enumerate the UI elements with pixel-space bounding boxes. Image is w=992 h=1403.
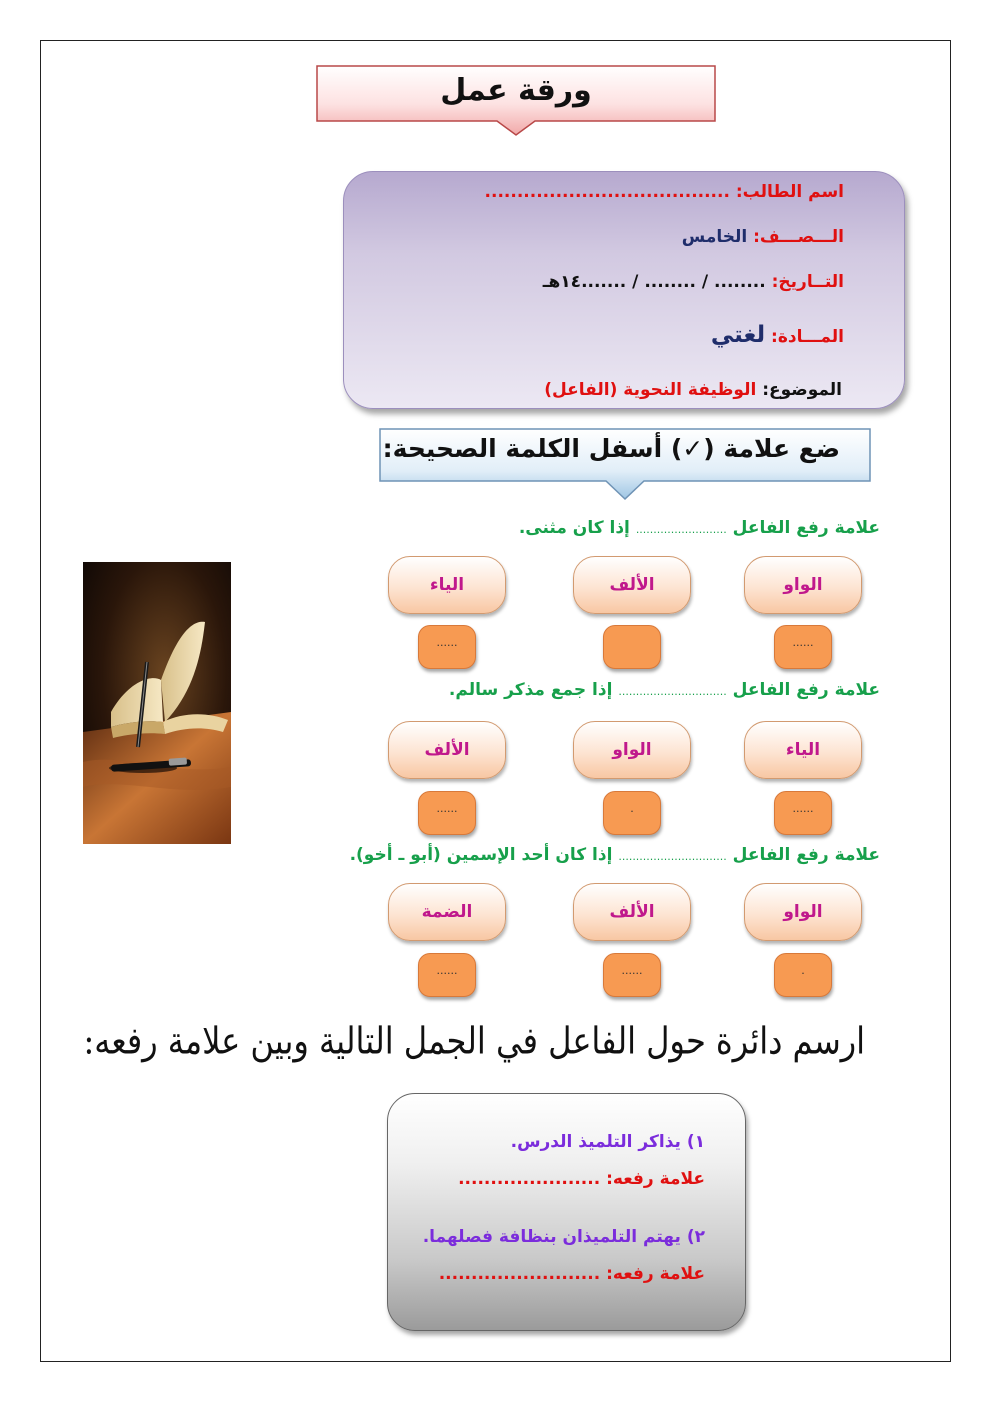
q1-checkbox-1[interactable]: ...... (774, 625, 832, 669)
q3-option-1[interactable]: الواو (744, 883, 862, 941)
student-name-row (485, 182, 844, 202)
instruction-text: ضع علامة (✓) أسفل الكلمة الصحيحة: (382, 434, 840, 463)
student-info-box (343, 171, 905, 409)
sentence-2-answer-blank[interactable]: ......................... (438, 1264, 601, 1284)
subject-row (711, 322, 844, 348)
question-3-suffix: إذا كان أحد الإسمين (أبو ـ أخو). (349, 845, 613, 865)
date-label: التــاريخ: (771, 272, 844, 292)
question-1 (519, 518, 880, 538)
q3-checkbox-3[interactable]: ...... (418, 953, 476, 997)
question-2-suffix: إذا جمع مذكر سالم. (448, 680, 613, 700)
q2-option-1[interactable]: الياء (744, 721, 862, 779)
topic-label: الموضوع: (762, 380, 842, 400)
q1-checkbox-2[interactable] (603, 625, 661, 669)
class-row (682, 227, 844, 247)
topic-row (544, 380, 842, 400)
sentence-2-answer-label: علامة رفعه: (606, 1264, 705, 1284)
q3-option-2[interactable]: الألف (573, 883, 691, 941)
sentence-2-answer-row (439, 1264, 705, 1284)
page-title: ورقة عمل (440, 73, 592, 108)
q2-option-3[interactable]: الألف (388, 721, 506, 779)
instruction-banner (378, 427, 872, 501)
q1-option-2[interactable]: الألف (573, 556, 691, 614)
question-1-suffix: إذا كان مثنى. (518, 518, 630, 538)
title-banner (314, 63, 718, 137)
subject-label: المـــادة: (771, 327, 844, 347)
sentence-1-answer-row (458, 1169, 705, 1189)
book-pen-image (83, 562, 231, 844)
question-2-prefix: علامة رفع الفاعل (732, 680, 880, 700)
sentence-1: ١) يذاكر التلميذ الدرس. (510, 1132, 705, 1152)
q3-checkbox-2[interactable]: ...... (603, 953, 661, 997)
section-2-heading: ارسم دائرة حول الفاعل في الجمل التالية وبين علامة رفعه: (83, 1019, 865, 1063)
student-name-value: ...................................... (484, 182, 730, 202)
question-3-blank: ............................... (618, 850, 727, 863)
question-1-blank: .......................... (635, 523, 727, 536)
q3-checkbox-1[interactable]: . (774, 953, 832, 997)
topic-value: الوظيفة النحوية (الفاعل) (544, 380, 757, 400)
date-row (543, 272, 844, 292)
class-label: الـــصـــف: (753, 227, 844, 247)
q2-checkbox-3[interactable]: ...... (418, 791, 476, 835)
q2-option-2[interactable]: الواو (573, 721, 691, 779)
q1-option-3[interactable]: الياء (388, 556, 506, 614)
q1-option-1[interactable]: الواو (744, 556, 862, 614)
book-pen-photo (83, 562, 231, 844)
subject-value: لغتي (710, 322, 766, 348)
question-3-prefix: علامة رفع الفاعل (732, 845, 880, 865)
question-2 (449, 680, 880, 700)
student-name-label: اسم الطالب: (735, 182, 844, 202)
q3-option-3[interactable]: الضمة (388, 883, 506, 941)
sentence-1-answer-blank[interactable]: ...................... (458, 1169, 601, 1189)
q2-checkbox-2[interactable]: . (603, 791, 661, 835)
question-3 (350, 845, 880, 865)
question-1-prefix: علامة رفع الفاعل (732, 518, 880, 538)
question-2-blank: ............................... (618, 685, 727, 698)
class-value: الخامس (681, 227, 748, 247)
sentences-box (387, 1093, 746, 1331)
q2-checkbox-1[interactable]: ...... (774, 791, 832, 835)
sentence-2: ٢) يهتم التلميذان بنظافة فصلهما. (422, 1227, 705, 1247)
q1-checkbox-3[interactable]: ...... (418, 625, 476, 669)
sentence-1-answer-label: علامة رفعه: (606, 1169, 705, 1189)
date-value: ........ / ........ / .......١٤هـ (542, 272, 766, 292)
